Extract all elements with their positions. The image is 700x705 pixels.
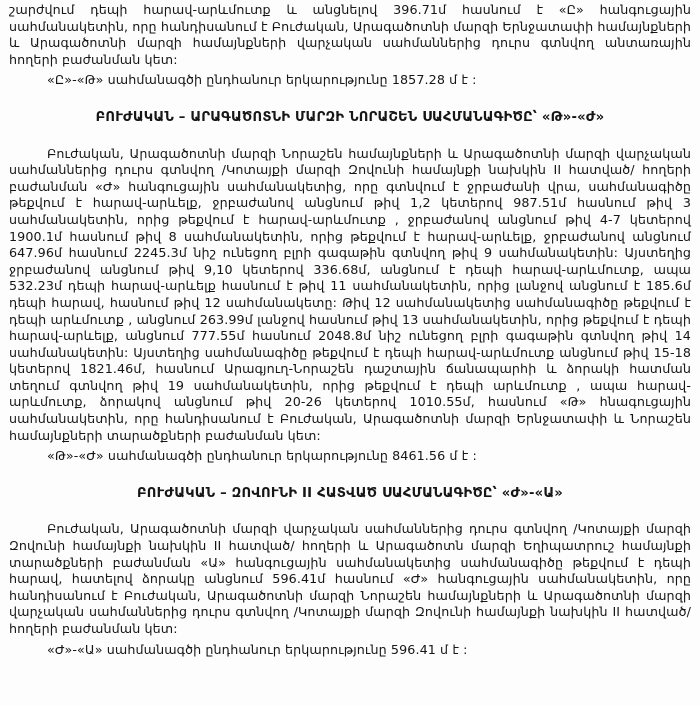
section-heading-norashen-boundary: ԲՈՒԺԱԿԱՆ – ԱՐԱԳԱԾՈՏՆԻ ՄԱՐԶԻ ՆՈՐԱՇԵՆ ՍԱՀՄԱՆԱԳԻԾԸ՝ «Թ»-«Ժ» bbox=[95, 109, 605, 125]
section-boundary-length-line-norashen: «Թ»-«Ժ» սահմանագծի ընդհանուր երկարությունը 8461.56 մ է : bbox=[47, 448, 477, 464]
intro-boundary-length-line: «Ը»-«Թ» սահմանագծի ընդհանուր երկարությունը 1857.28 մ է : bbox=[47, 72, 477, 88]
intro-paragraph: շարժվում դեպի հարավ-արևմուտք և անցնելով 396.71մ հասնում է «Ը» հանգուցային սահմանակետին, որը հանդիսանում է Բուժական, Արագածոտնի մարզի Երնջատափի համայնքների և Արագածոտնի մարզի համայնքների վարչական սահմաններից դուրս գտնվող անտառային հողերի բաժանման կետ: bbox=[9, 2, 691, 67]
section-boundary-length-line-zovuni: «Ժ»-«Ա» սահմանագծի ընդհանուր երկարությունը 596.41 մ է : bbox=[47, 641, 468, 657]
section-body-zovuni-boundary: Բուժական, Արագածոտնի մարզի վարչական սահմաններից դուրս գտնվող /Կոտայքի մարզի Զովունի համայնքի նախկին II հատված/ հողերի և Արագածոտն մարզի Եղիպատրուշ համայնքի տարածքների բաժանման «Ա» հանգուցային սահմանակետից սահմանագիծը թեքվում է դեպի հարավ, հատելով ձորակը անցնում 596.41մ հասնում «Ժ» հանգուցային սահմանակետին, որը հանդիսանում է Բուժական, Արագածոտնի մարզի Նորաշեն համայնքների և Արագածոտնի մարզի վարչական սահմաններից դուրս գտնվող /Կոտայքի մարզի Զովունի համայնքի նախկին II հատված/ հողերի բաժանման կետ: bbox=[9, 521, 691, 636]
section-heading-zovuni-boundary: ԲՈՒԺԱԿԱՆ – ԶՈՎՈՒՆԻ II ՀԱՏՎԱԾ ՍԱՀՄԱՆԱԳԻԾԸ՝ «Ժ»-«Ա» bbox=[136, 485, 564, 501]
section-body-norashen-boundary: Բուժական, Արագածոտնի մարզի Նորաշեն համայնքների և Արագածոտնի մարզի վարչական սահմաններից դուրս գտնվող /Կոտայքի մարզի Զովունի համայնքի նախկին II հատված/ հողերի բաժանման «Ժ» հանգուցային սահմանակետից, որը գտնվում է ջրբաժանի վրա, սահմանագիծը թեքվում է հարավ-արևելք, ջրբաժանով անցնում թիվ 1,2 կետերով 987.51մ հասնում թիվ 3 սահմանակետին, որից թեքվում է հարավ-արևմուտք , ջրբաժանով անցնում թիվ 4-7 կետերով 1900.1մ հասնում թիվ 8 սահմանակետին, որից թեքվում է հարավ-արևելք, ջրբաժանով անցնում 647.96մ հասնում 2245.3մ նիշ ունեցող բլրի գագաթին գտնվող թիվ 9 սահմանակետին: Այստեղից ջրբաժանով անցնում թիվ 9,10 կետերով 336.68մ, անցնում է դեպի հարավ-արևմուտք, ապա 532.23մ դեպի հարավ-արևելք հասնում է թիվ 11 սահմանակետին, որից լանջով անցնում է 185.6մ դեպի հարավ, հասնում թիվ 12 սահմանակետը: Թիվ 12 սահմանակետից սահմանագիծը թեքվում է դեպի արևմուտք , անցնում 263.99մ լանջով հասնում թիվ 13 սահմանակետին, որից թեքվում է դեպի հարավ-արևելք, անցնում 777.55մ հասնում 2048.8մ նիշ ունեցող բլրի գագաթին գտնվող թիվ 14 սահմանակետին: Այստեղից սահմանագիծը թեքվում է դեպի հարավ-արևմուտք անցնում թիվ 15-18 կետերով 1821.46մ, հասնում Արագյուղ-Նորաշեն դաշտային ճանապարհի և ձորակի հատման տեղում գտնվող թիվ 19 սահմանակետին, որից թեքվում է դեպի արևմուտք , ապա հարավ-արևմուտք, ձորակով անցնում թիվ 20-26 կետերով 1010.55մ, հասնում «Թ» հնագուցային սահմանակետին, որը հանդիսանում է Բուժական, Արագածոտնի մարզի Երնջատափի և Նորաշեն համայնքների տարածքների բաժանման կետ: bbox=[9, 145, 691, 443]
